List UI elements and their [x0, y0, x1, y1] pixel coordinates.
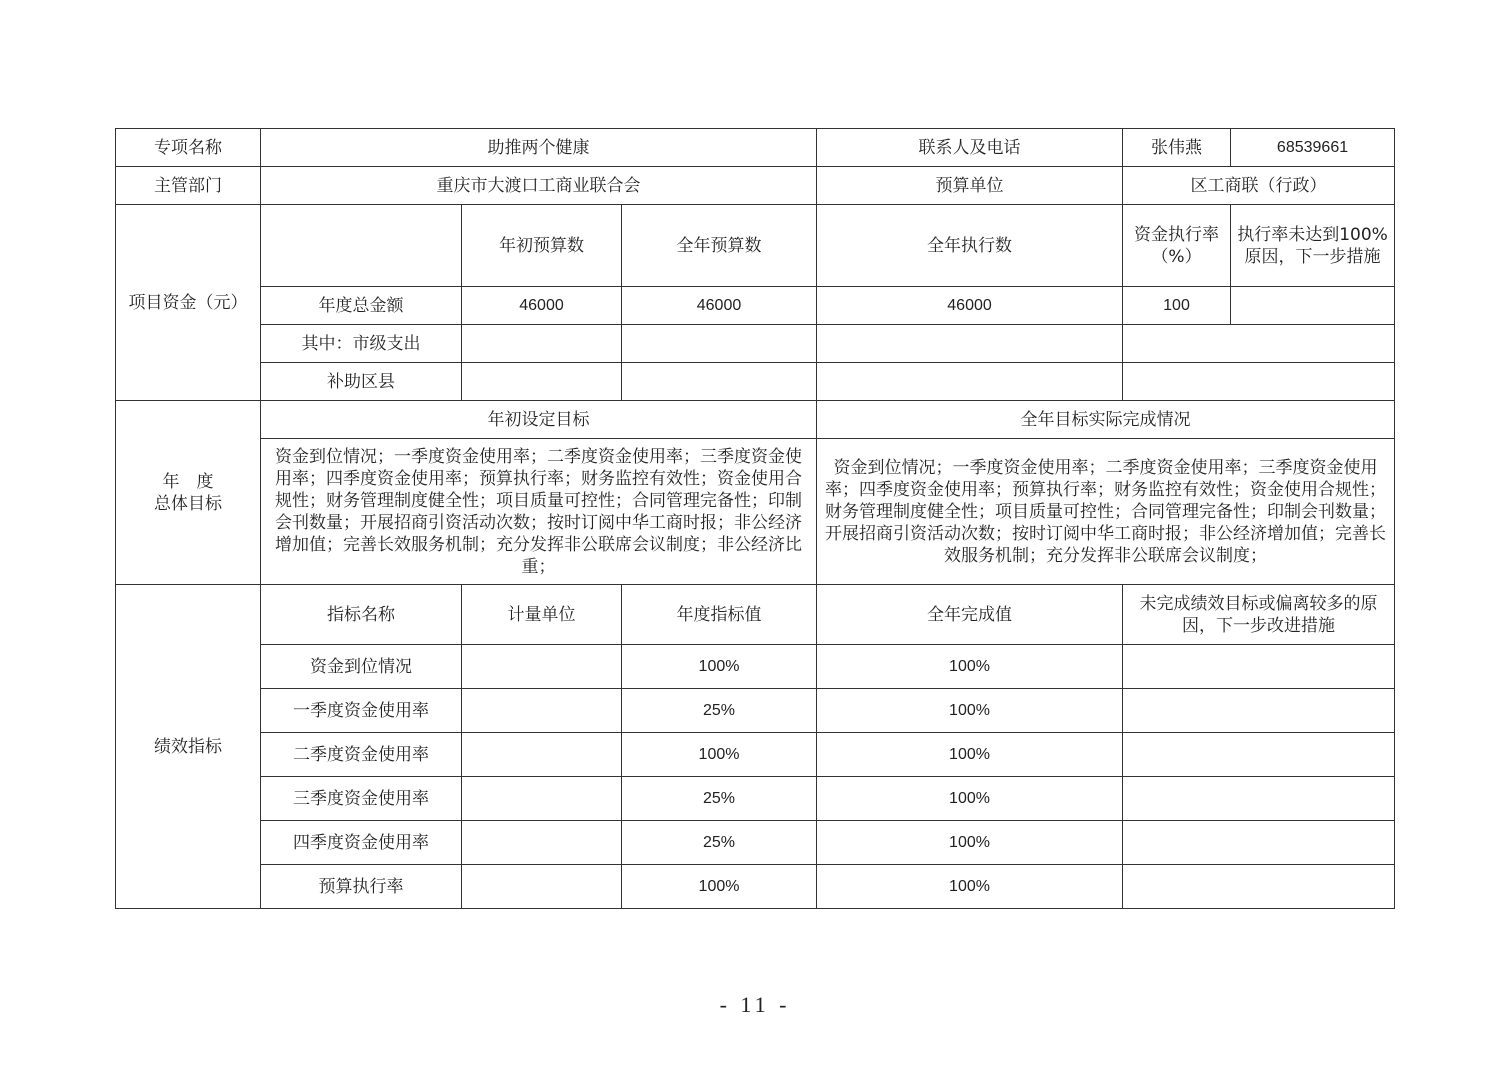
perf-row-unit: [462, 645, 622, 689]
perf-row-target: 100%: [622, 865, 817, 909]
funds-col-rate: 资金执行率（%）: [1123, 205, 1231, 287]
contact-phone: 68539661: [1231, 129, 1395, 167]
project-name-label: 专项名称: [116, 129, 261, 167]
funds-row-rate: 100: [1123, 287, 1231, 325]
budget-unit-value: 区工商联（行政）: [1123, 167, 1395, 205]
goals-col-set: 年初设定目标: [261, 401, 817, 439]
dept-value: 重庆市大渡口工商业联合会: [261, 167, 817, 205]
goals-actual-text: 资金到位情况；一季度资金使用率；二季度资金使用率；三季度资金使用率；四季度资金使用率；预算执行率；财务监控有效性；资金使用合规性；财务管理制度健全性；项目质量可控性；合同管理完备性；印制会刊数量；开展招商引资活动次数；按时订阅中华工商时报；非公经济增加值；完善长效服务机制；充分发挥非公联席会议制度；: [817, 439, 1395, 585]
goals-section-label-line1: 年 度: [162, 471, 214, 492]
dept-label: 主管部门: [116, 167, 261, 205]
funds-section-label: 项目资金（元）: [116, 205, 261, 401]
table-row: [116, 733, 1395, 777]
table-row: [116, 689, 1395, 733]
goals-section-label-line2: 总体目标: [154, 493, 222, 514]
goals-header-row: [116, 401, 1395, 439]
funds-row-label: 年度总金额: [261, 287, 462, 325]
perf-row-reason: [1123, 821, 1395, 865]
perf-row-unit: [462, 733, 622, 777]
funds-row: [116, 363, 1395, 401]
funds-col-executed: 全年执行数: [817, 205, 1123, 287]
perf-row-done: 100%: [817, 733, 1123, 777]
header-row-1: [116, 129, 1395, 167]
perf-col-target: 年度指标值: [622, 585, 817, 645]
perf-row-done: 100%: [817, 821, 1123, 865]
funds-row-executed: 46000: [817, 287, 1123, 325]
funds-row-initial: [462, 363, 622, 401]
contact-label: 联系人及电话: [817, 129, 1123, 167]
perf-row-done: 100%: [817, 689, 1123, 733]
funds-row-reason: [1231, 287, 1395, 325]
funds-row-annual: [622, 363, 817, 401]
project-name-value: 助推两个健康: [261, 129, 817, 167]
perf-row-target: 100%: [622, 645, 817, 689]
perf-row-target: 25%: [622, 777, 817, 821]
table-row: [116, 865, 1395, 909]
performance-section-label: 绩效指标: [116, 585, 261, 909]
funds-row-annual: [622, 325, 817, 363]
perf-row-name: 一季度资金使用率: [261, 689, 462, 733]
funds-row-annual: 46000: [622, 287, 817, 325]
contact-name: 张伟燕: [1123, 129, 1231, 167]
perf-row-reason: [1123, 645, 1395, 689]
goals-section-label: [116, 401, 261, 585]
perf-col-done: 全年完成值: [817, 585, 1123, 645]
table-row: [116, 777, 1395, 821]
perf-row-name: 二季度资金使用率: [261, 733, 462, 777]
funds-row-rate-reason: [1123, 363, 1395, 401]
goals-set-text: 资金到位情况；一季度资金使用率；二季度资金使用率；三季度资金使用率；四季度资金使用率；预算执行率；财务监控有效性；资金使用合规性；财务管理制度健全性；项目质量可控性；合同管理完备性；印制会刊数量；开展招商引资活动次数；按时订阅中华工商时报；非公经济增加值；完善长效服务机制；充分发挥非公联席会议制度；非公经济比重；: [261, 439, 817, 585]
perf-row-name: 三季度资金使用率: [261, 777, 462, 821]
perf-row-reason: [1123, 689, 1395, 733]
table-row: [116, 821, 1395, 865]
performance-header-row: [116, 585, 1395, 645]
perf-row-reason: [1123, 865, 1395, 909]
perf-row-name: 四季度资金使用率: [261, 821, 462, 865]
budget-unit-label: 预算单位: [817, 167, 1123, 205]
perf-row-reason: [1123, 733, 1395, 777]
perf-row-unit: [462, 821, 622, 865]
funds-row-initial: [462, 325, 622, 363]
performance-form-table: [115, 128, 1395, 909]
perf-row-done: 100%: [817, 645, 1123, 689]
funds-row: [116, 325, 1395, 363]
perf-col-unit: 计量单位: [462, 585, 622, 645]
funds-col-initial: 年初预算数: [462, 205, 622, 287]
funds-row-initial: 46000: [462, 287, 622, 325]
goals-col-actual: 全年目标实际完成情况: [817, 401, 1395, 439]
perf-col-reason: 未完成绩效目标或偏离较多的原因，下一步改进措施: [1123, 585, 1395, 645]
table-row: [116, 645, 1395, 689]
funds-col-reason: 执行率未达到100% 原因，下一步措施: [1231, 205, 1395, 287]
page-number: - 11 -: [719, 992, 791, 1017]
perf-row-name: 预算执行率: [261, 865, 462, 909]
funds-col-annual: 全年预算数: [622, 205, 817, 287]
perf-row-unit: [462, 865, 622, 909]
funds-row-executed: [817, 363, 1123, 401]
goals-text-row: [116, 439, 1395, 585]
funds-row-rate-reason: [1123, 325, 1395, 363]
funds-blank-header: [261, 205, 462, 287]
perf-row-target: 25%: [622, 689, 817, 733]
perf-row-target: 25%: [622, 821, 817, 865]
funds-row-label: 补助区县: [261, 363, 462, 401]
perf-row-name: 资金到位情况: [261, 645, 462, 689]
perf-row-target: 100%: [622, 733, 817, 777]
perf-row-done: 100%: [817, 865, 1123, 909]
header-row-2: [116, 167, 1395, 205]
perf-row-unit: [462, 689, 622, 733]
funds-row-label: 其中：市级支出: [261, 325, 462, 363]
perf-row-reason: [1123, 777, 1395, 821]
funds-row: [116, 287, 1395, 325]
funds-row-executed: [817, 325, 1123, 363]
perf-row-unit: [462, 777, 622, 821]
funds-header-row: [116, 205, 1395, 287]
perf-col-name: 指标名称: [261, 585, 462, 645]
perf-row-done: 100%: [817, 777, 1123, 821]
